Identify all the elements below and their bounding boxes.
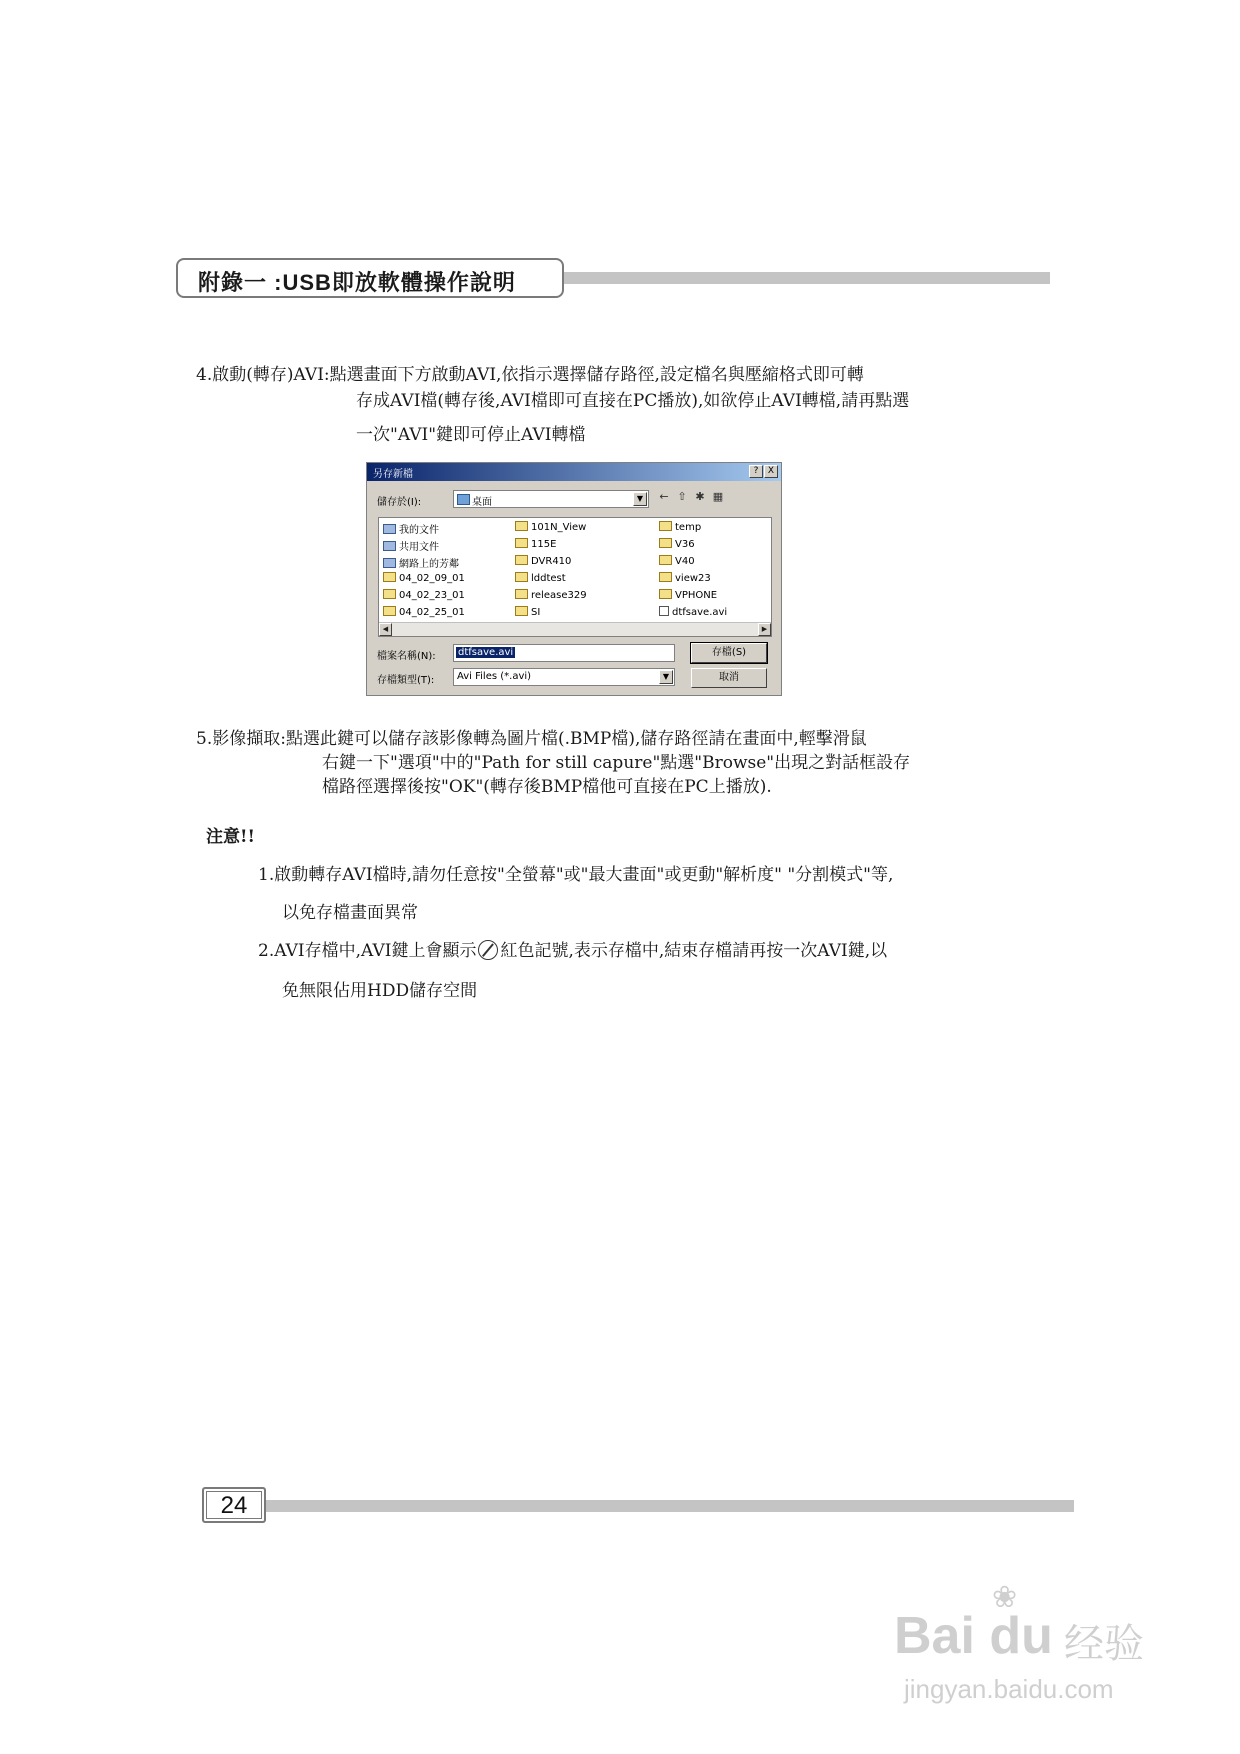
folder-icon bbox=[659, 589, 672, 599]
list-item[interactable] bbox=[659, 555, 695, 570]
filename-label: 檔案名稱(N): bbox=[377, 651, 436, 662]
folder-icon bbox=[515, 538, 528, 548]
list-item[interactable] bbox=[659, 538, 695, 553]
filetype-label: 存檔類型(T): bbox=[377, 675, 435, 686]
footer-rule bbox=[266, 1500, 1074, 1512]
filetype-combo[interactable] bbox=[453, 668, 675, 686]
list-item-label: SI bbox=[531, 607, 541, 618]
list-item-label: 115E bbox=[531, 539, 557, 550]
list-item-label: 101N_View bbox=[531, 522, 587, 533]
save-as-dialog bbox=[366, 462, 782, 696]
folder-icon bbox=[659, 572, 672, 582]
list-item[interactable] bbox=[515, 589, 587, 604]
note2-line1 bbox=[258, 940, 887, 962]
list-item-label: lddtest bbox=[531, 573, 566, 584]
chevron-down-icon[interactable]: ▼ bbox=[633, 492, 647, 506]
list-item-label: V36 bbox=[675, 539, 695, 550]
list-item[interactable] bbox=[383, 572, 465, 587]
folder-icon bbox=[659, 538, 672, 548]
list-item-label: temp bbox=[675, 522, 702, 533]
filetype-value: Avi Files (*.avi) bbox=[457, 671, 532, 682]
dialog-titlebar bbox=[367, 463, 781, 481]
list-item[interactable] bbox=[383, 521, 439, 536]
back-icon[interactable]: ← bbox=[659, 490, 669, 503]
folder-icon bbox=[383, 524, 396, 534]
list-item[interactable] bbox=[383, 606, 465, 621]
note2-line2: 免無限佔用HDD儲存空間 bbox=[282, 981, 478, 1001]
list-item-label: 我的文件 bbox=[399, 525, 439, 536]
folder-icon bbox=[383, 589, 396, 599]
new-folder-icon[interactable]: ✱ bbox=[695, 490, 705, 503]
save-in-label: 儲存於(I): bbox=[377, 497, 422, 508]
horizontal-scrollbar[interactable] bbox=[379, 622, 771, 636]
list-item-label: DVR410 bbox=[531, 556, 572, 567]
folder-icon bbox=[515, 589, 528, 599]
desktop-icon bbox=[457, 494, 470, 505]
scroll-right-icon[interactable]: ▶ bbox=[758, 623, 771, 636]
list-item-label: VPHONE bbox=[675, 590, 718, 601]
section4-line3: 一次"AVI"鍵即可停止AVI轉檔 bbox=[356, 425, 586, 445]
list-item[interactable] bbox=[659, 521, 701, 536]
section4-line2: 存成AVI檔(轉存後,AVI檔即可直接在PC播放),如欲停止AVI轉檔,請再點選 bbox=[356, 391, 910, 411]
page-number: 24 bbox=[220, 1492, 248, 1519]
section5-line1: 5.影像擷取:點選此鍵可以儲存該影像轉為圖片檔(.BMP檔),儲存路徑請在畫面中,輕擊滑鼠 bbox=[196, 729, 867, 749]
section5-line2: 右鍵一下"選項"中的"Path for still capure"點選"Browse"出現之對話框設存 bbox=[322, 753, 911, 773]
baidu-watermark bbox=[884, 1580, 1184, 1720]
file-icon bbox=[659, 606, 669, 616]
dialog-title: 另存新檔 bbox=[373, 469, 413, 480]
folder-icon bbox=[383, 606, 396, 616]
folder-icon bbox=[515, 555, 528, 565]
recording-stop-icon bbox=[478, 940, 498, 960]
list-item-label: 04_02_23_01 bbox=[399, 590, 465, 601]
chevron-down-icon[interactable]: ▼ bbox=[659, 670, 673, 684]
list-item[interactable] bbox=[515, 606, 540, 621]
folder-icon bbox=[659, 521, 672, 531]
list-item[interactable] bbox=[515, 572, 566, 587]
watermark-cn: 经验 bbox=[1064, 1621, 1144, 1667]
chapter-title: 附錄一 :USB即放軟體操作說明 bbox=[198, 270, 516, 295]
cancel-button[interactable]: 取消 bbox=[691, 668, 767, 688]
note2-text-before: 2.AVI存檔中,AVI鍵上會顯示 bbox=[258, 941, 477, 961]
close-button[interactable]: X bbox=[764, 465, 778, 478]
list-item[interactable] bbox=[383, 538, 439, 553]
list-item-label: dtfsave.avi bbox=[672, 607, 728, 618]
watermark-url: jingyan.baidu.com bbox=[904, 1674, 1114, 1704]
save-in-value: 桌面 bbox=[472, 497, 492, 508]
folder-icon bbox=[383, 558, 396, 568]
section4-line1: 4.啟動(轉存)AVI:點選畫面下方啟動AVI,依指示選擇儲存路徑,設定檔名與壓縮格式即可轉 bbox=[196, 365, 864, 385]
folder-icon bbox=[515, 572, 528, 582]
save-in-combo[interactable] bbox=[453, 490, 649, 508]
folder-icon bbox=[383, 572, 396, 582]
list-item-label: view23 bbox=[675, 573, 711, 584]
folder-icon bbox=[383, 541, 396, 551]
list-item[interactable] bbox=[383, 555, 459, 570]
list-item[interactable] bbox=[515, 521, 586, 536]
chapter-header-tab bbox=[176, 258, 564, 298]
list-item[interactable] bbox=[659, 589, 717, 604]
list-item-label: V40 bbox=[675, 556, 695, 567]
file-list[interactable] bbox=[378, 517, 772, 637]
list-item[interactable] bbox=[515, 555, 571, 570]
note1-line1: 1.啟動轉存AVI檔時,請勿任意按"全螢幕"或"最大畫面"或更動"解析度" "分割模式"等, bbox=[258, 865, 894, 885]
folder-icon bbox=[659, 555, 672, 565]
up-folder-icon[interactable]: ⇧ bbox=[677, 490, 687, 503]
filename-value: dtfsave.avi bbox=[458, 647, 514, 658]
header-rule bbox=[560, 272, 1050, 284]
list-item-label: 04_02_09_01 bbox=[399, 573, 465, 584]
note1-line2: 以免存檔畫面異常 bbox=[282, 903, 418, 923]
scroll-left-icon[interactable]: ◀ bbox=[379, 623, 392, 636]
folder-icon bbox=[515, 521, 528, 531]
note2-text-after: 紅色記號,表示存檔中,結束存檔請再按一次AVI鍵,以 bbox=[500, 941, 888, 961]
paw-icon: ❀ bbox=[992, 1580, 1018, 1615]
list-item-label: 04_02_25_01 bbox=[399, 607, 465, 618]
list-item-label: 網路上的芳鄰 bbox=[399, 559, 459, 570]
help-button[interactable]: ? bbox=[749, 465, 763, 478]
filename-input[interactable] bbox=[453, 644, 675, 662]
list-item[interactable] bbox=[659, 606, 727, 621]
list-item-label: 共用文件 bbox=[399, 542, 439, 553]
list-item[interactable] bbox=[515, 538, 556, 553]
section5-line3: 檔路徑選擇後按"OK"(轉存後BMP檔他可直接在PC上播放). bbox=[322, 777, 772, 797]
save-button[interactable]: 存檔(S) bbox=[691, 643, 767, 663]
watermark-logo: Bai du bbox=[894, 1607, 1053, 1665]
list-item[interactable] bbox=[383, 589, 465, 604]
folder-icon bbox=[515, 606, 528, 616]
list-item[interactable] bbox=[659, 572, 711, 587]
notes-heading: 注意!! bbox=[206, 827, 255, 847]
list-item-label: release329 bbox=[531, 590, 587, 601]
page-number-box bbox=[202, 1487, 266, 1523]
view-menu-icon[interactable]: ▦ bbox=[712, 490, 724, 503]
